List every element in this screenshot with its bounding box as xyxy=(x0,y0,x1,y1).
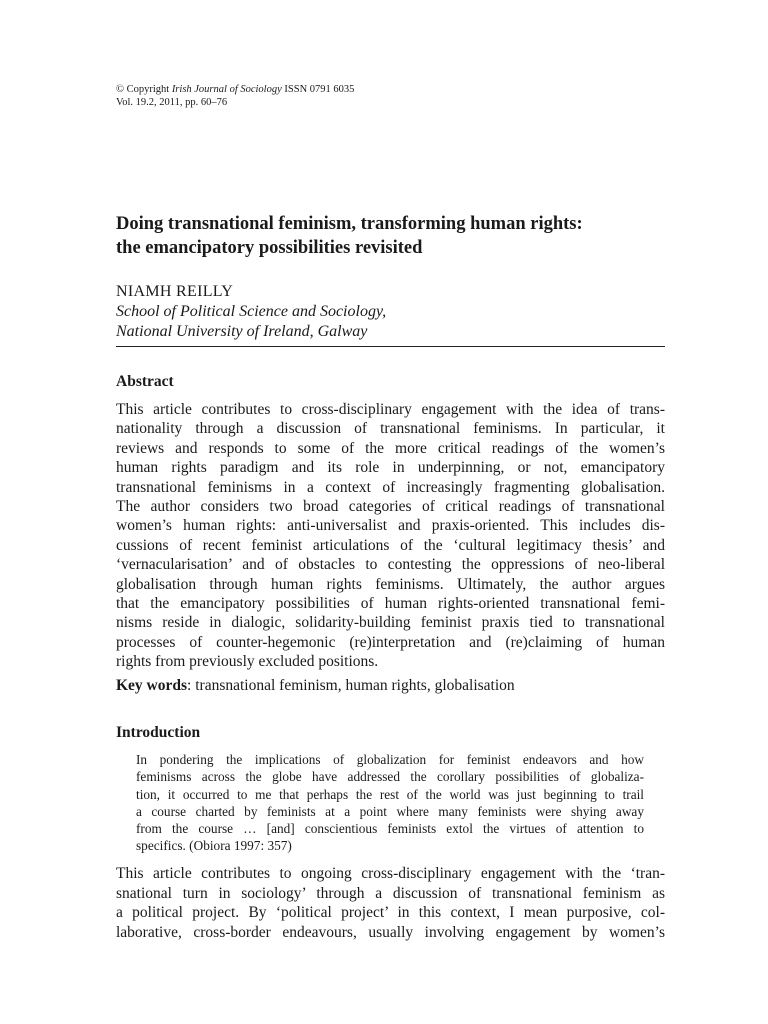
quote-line: feminisms across the globe have addressed the corollary possibilities of globaliza- xyxy=(136,769,644,785)
copyright-line xyxy=(116,83,354,96)
abstract-line: that the emancipatory possibilities of human rights-oriented transnational femi- xyxy=(116,594,665,612)
quote-line: tion, it occurred to me that perhaps the rest of the world was just beginning to trail xyxy=(136,786,644,802)
abstract-heading: Abstract xyxy=(116,373,174,390)
issn: ISSN 0791 6035 xyxy=(281,84,355,95)
quote-line: from the course … [and] conscientious feminists extol the virtues of attention to xyxy=(136,821,644,837)
introduction-body xyxy=(116,864,665,942)
abstract-line: nationality through a discussion of transnational feminisms. In particular, it xyxy=(116,420,665,438)
quote-line: a course charted by feminists at a point where many feminists were shying away xyxy=(136,803,644,819)
abstract-line: rights from previously excluded positions. xyxy=(116,653,379,671)
volume-line: Vol. 19.2, 2011, pp. 60–76 xyxy=(116,97,228,108)
abstract-line: human rights paradigm and its role in underpinning, or not, emancipatory xyxy=(116,459,665,477)
abstract-line: processes of counter-hegemonic (re)interpretation and (re)claiming of human xyxy=(116,633,665,651)
abstract-line: women’s human rights: anti-universalist and praxis-oriented. This includes dis- xyxy=(116,517,665,535)
intro-line: a political project. By ‘political project’ in this context, I mean purposive, col- xyxy=(116,904,665,922)
abstract-line: reviews and responds to some of the more critical readings of the women’s xyxy=(116,439,665,457)
journal-name: Irish Journal of Sociology xyxy=(171,84,282,95)
abstract-line: The author considers two broad categories of critical readings of transnational xyxy=(116,497,665,515)
author-name: NIAMH REILLY xyxy=(116,283,234,300)
abstract-line: cussions of recent feminist articulations of the ‘cultural legitimacy thesis’ and xyxy=(116,536,665,554)
introduction-heading: Introduction xyxy=(116,724,201,741)
intro-line: snational turn in sociology’ through a discussion of transnational feminism as xyxy=(116,884,665,902)
intro-line: This article contributes to ongoing cross-disciplinary engagement with the ‘tran- xyxy=(116,865,665,882)
abstract-line: This article contributes to cross-disciplinary engagement with the idea of trans- xyxy=(116,401,665,418)
article-title xyxy=(116,212,665,260)
affiliation-line: National University of Ireland, Galway xyxy=(116,323,368,340)
quote-line: specifics. (Obiora 1997: 357) xyxy=(136,838,292,854)
header-divider xyxy=(116,346,665,347)
keywords xyxy=(116,676,515,696)
epigraph-quote xyxy=(136,751,644,855)
intro-line: laborative, cross-border endeavours, usually involving engagement by women’s xyxy=(116,923,665,941)
quote-line: In pondering the implications of globalization for feminist endeavors and how xyxy=(136,752,644,767)
abstract-line: transnational feminisms in a context of increasingly fragmenting globalisation. xyxy=(116,478,665,496)
abstract-line: ‘vernacularisation’ and of obstacles to contesting the oppressions of neo-liberal xyxy=(116,556,665,574)
title-line: the emancipatory possibilities revisited xyxy=(116,238,423,258)
abstract-line: globalisation through human rights feminisms. Ultimately, the author argues xyxy=(116,575,665,593)
copyright-notice xyxy=(116,83,354,109)
author-affiliation xyxy=(116,302,386,342)
title-line: Doing transnational feminism, transforming human rights: xyxy=(116,214,583,234)
keywords-label: Key words xyxy=(116,677,188,694)
abstract-body xyxy=(116,400,665,671)
keywords-list: : transnational feminism, human rights, globalisation xyxy=(187,677,515,694)
affiliation-line: School of Political Science and Sociology, xyxy=(116,303,387,320)
abstract-line: nisms reside in dialogic, solidarity-building feminist praxis tied to transnational xyxy=(116,614,665,632)
copyright-prefix: © Copyright xyxy=(116,84,172,95)
